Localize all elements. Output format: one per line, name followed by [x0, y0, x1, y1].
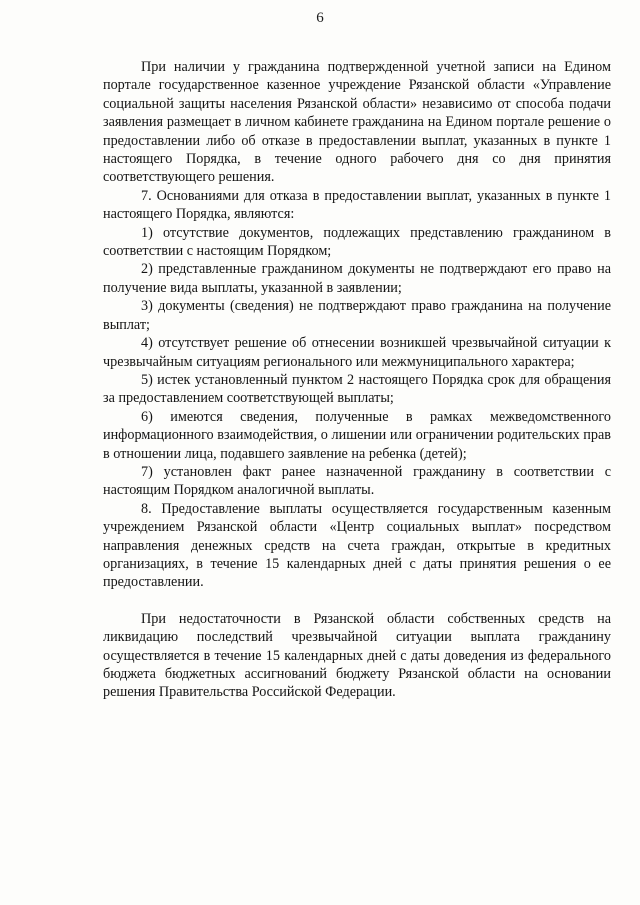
document-body	[103, 58, 611, 702]
paragraph-ground-7: 7) установлен факт ранее назначенной гражданину в соответствии с настоящим Порядком аналогичной выплаты.	[103, 463, 611, 499]
paragraph-spacer	[103, 592, 611, 610]
paragraph-payment-procedure: 8. Предоставление выплаты осуществляется государственным казенным учреждением Рязанской области «Центр социальных выплат» посредством направления денежных средств на счета граждан, открытые в кредитных организациях, в течение 15 календарных дней с даты принятия решения о ее предоставлении.	[103, 500, 611, 591]
paragraph-ground-1: 1) отсутствие документов, подлежащих представлению гражданином в соответствии с настоящим Порядком;	[103, 224, 611, 260]
page-number: 6	[316, 10, 324, 26]
paragraph-ground-4: 4) отсутствует решение об отнесении возникшей чрезвычайной ситуации к чрезвычайным ситуациям регионального или межмуниципального характера;	[103, 335, 611, 370]
paragraph-refusal-grounds-heading: 7. Основаниями для отказа в предоставлении выплат, указанных в пункте 1 настоящего Порядка, являются:	[103, 187, 611, 223]
paragraph-ground-3: 3) документы (сведения) не подтверждают право гражданина на получение выплат;	[103, 298, 611, 333]
paragraph-ground-2: 2) представленные гражданином документы не подтверждают его право на получение вида выплаты, указанной в заявлении;	[103, 261, 611, 296]
paragraph-ground-5: 5) истек установленный пунктом 2 настоящего Порядка срок для обращения за предоставлением соответствующей выплаты;	[103, 371, 611, 407]
paragraph-insufficient-funds: При недостаточности в Рязанской области собственных средств на ликвидацию последствий чрезвычайной ситуации выплата гражданину осуществляется в течение 15 календарных дней с даты доведения из федерального бюджета бюджетных ассигнований бюджету Рязанской области на основании решения Правительства Российской Федерации.	[103, 610, 611, 701]
paragraph-personal-account-notice: При наличии у гражданина подтвержденной учетной записи на Едином портале государственное казенное учреждение Рязанской области «Управление социальной защиты населения Рязанской области» независимо от способа подачи заявления размещает в личном кабинете гражданина на Едином портале решение о предоставлении либо об отказе в предоставлении выплат, указанных в пункте 1 настоящего Порядка, в течение одного рабочего дня со дня принятия соответствующего решения.	[103, 59, 611, 186]
paragraph-ground-6: 6) имеются сведения, полученные в рамках межведомственного информационного взаимодействия, о лишении или ограничении родительских прав в отношении лица, подавшего заявление на ребенка (детей);	[103, 408, 611, 462]
